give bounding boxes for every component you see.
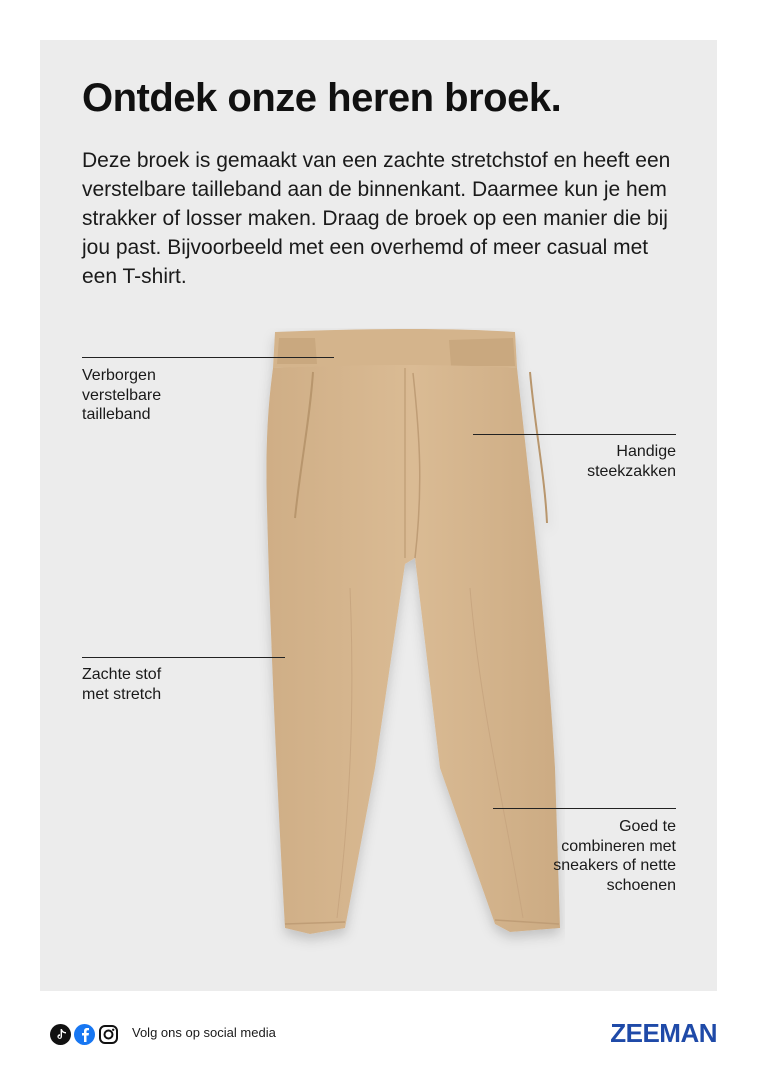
instagram-icon[interactable] xyxy=(98,1024,119,1045)
pockets-callout: Handige steekzakken xyxy=(587,443,676,480)
footer xyxy=(0,1015,757,1055)
pockets-callout-line xyxy=(473,434,676,435)
social-media-text: Volg ons op social media xyxy=(132,1025,276,1040)
tiktok-icon[interactable] xyxy=(50,1024,71,1045)
trousers-image xyxy=(255,328,565,968)
fabric-callout-line xyxy=(82,657,285,658)
fabric-callout: Zachte stof met stretch xyxy=(82,666,162,703)
facebook-icon[interactable] xyxy=(74,1024,95,1045)
page-title: Ontdek onze heren broek. xyxy=(82,76,562,120)
waistband-callout-line xyxy=(82,357,334,358)
combine-callout-line xyxy=(493,808,676,809)
brand-logo: ZEEMAN xyxy=(610,1018,717,1048)
combine-callout: Goed te combineren met sneakers of nette schoenen xyxy=(553,818,676,894)
intro-paragraph: Deze broek is gemaakt van een zachte stretchstof en heeft een verstelbare tailleband aan de binnenkant. Daarmee kun je hem strakker of losser maken. Draag de broek op een manier die bij jou past. Bijvoorbeeld met een overhemd of meer casual met een T-shirt. xyxy=(82,149,671,288)
waistband-callout: Verborgen verstelbare tailleband xyxy=(82,367,162,423)
poster-panel xyxy=(40,40,717,991)
